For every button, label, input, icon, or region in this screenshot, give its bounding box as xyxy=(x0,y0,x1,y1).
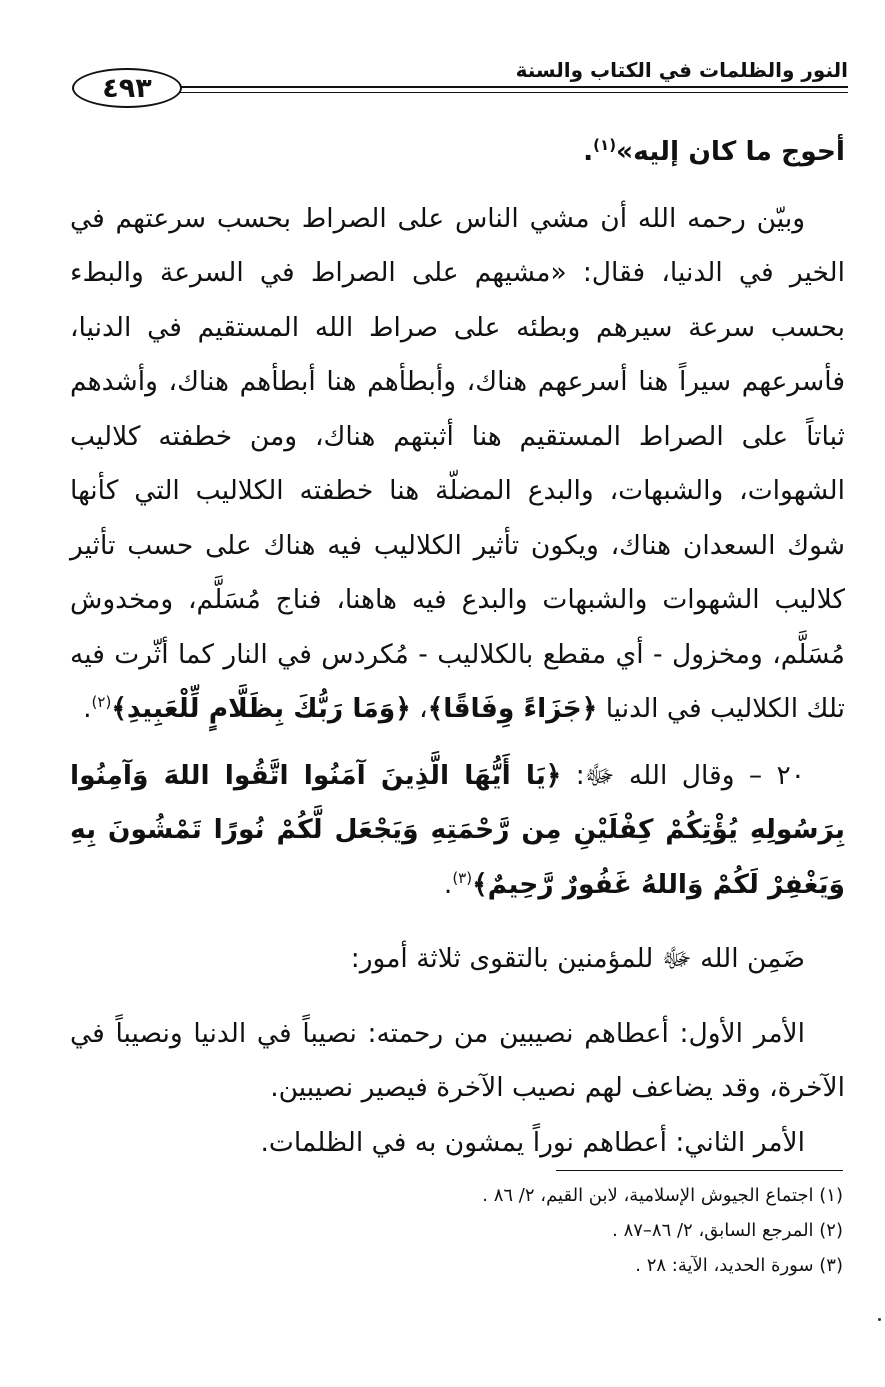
paragraph-sirat xyxy=(70,192,845,737)
footnote-divider xyxy=(556,1170,843,1171)
book-title: النور والظلمات في الكتاب والسنة xyxy=(508,58,848,82)
paragraph-quote-end xyxy=(70,125,845,180)
main-text xyxy=(70,125,845,1170)
verse-intro: ٢٠ – وقال الله ﷻ: xyxy=(561,759,805,791)
footnote-2: (٢) المرجع السابق، ٢/ ٨٦–٨٧ . xyxy=(612,1220,843,1241)
quran-verse: ﴿وَمَا رَبُّكَ بِظَلَّامٍ لِّلْعَبِيدِ﴾ xyxy=(111,693,411,724)
footnotes xyxy=(68,1178,843,1283)
footnote-1: (١) اجتماع الجيوش الإسلامية، لابن القيم، ٢/ ٨٦ . xyxy=(482,1185,843,1206)
footnote-ref-3: (٣) xyxy=(452,868,473,887)
page-header xyxy=(72,58,848,118)
paragraph-tail: . xyxy=(83,693,92,724)
footnote-ref-1: (١) xyxy=(593,136,617,155)
paragraph-text: وبيّن رحمه الله أن مشي الناس على الصراط بحسب سرعتهم في الخير في الدنيا، فقال: «مشيهم على الصراط في السرعة والبطء بحسب سرعة سيرهم وبطئه على صراط الله المستقيم في الدنيا، فأسرعهم سيراً هنا أسرعهم هناك، وأبطأهم هنا أبطأهم هناك، وأشدهم ثباتاً على الصراط المستقيم هنا أثبتهم هناك، ومن خطفته كلاليب الشهوات، والشبهات، والبدع المضلّة هنا خطفته الكلاليب التي كأنها شوك السعدان هناك، ويكون تأثير الكلاليب فيه هناك على حسب تأثير كلاليب الشهوات والشبهات والبدع فيه هاهنا، فناج مُسَلَّم، ومخدوش مُسَلَّم، ومخزول - أي مقطع بالكلاليب - مُكردس في النار كما أثّرت فيه تلك الكلاليب في الدنيا xyxy=(70,202,845,724)
paragraph-verse-20 xyxy=(70,749,845,913)
scan-speck xyxy=(878,1318,881,1321)
paragraph-second-matter: الأمر الثاني: أعطاهم نوراً يمشون به في الظلمات. xyxy=(260,1126,805,1158)
quran-verse: ﴿يَا أَيُّهَا الَّذِينَ آمَنُوا اتَّقُوا اللهَ وَآمِنُوا بِرَسُولِهِ يُؤْتِكُمْ كِفْلَيْنِ مِن رَّحْمَتِهِ وَيَجْعَل لَّكُمْ نُورًا تَمْشُونَ بِهِ وَيَغْفِرْ لَكُمْ وَاللهُ غَفُورٌ رَّحِيمٌ﴾ xyxy=(70,759,845,900)
separator: ، xyxy=(410,693,428,724)
footnote-3: (٣) سورة الحديد، الآية: ٢٨ . xyxy=(635,1255,843,1276)
page-number: ٤٩٣ xyxy=(72,68,182,108)
paragraph-tail: . xyxy=(443,868,453,900)
footnote-ref-2: (٢) xyxy=(91,693,112,712)
header-divider xyxy=(180,86,848,93)
paragraph-tail: . xyxy=(583,136,594,167)
paragraph-three-matters: ضَمِن الله ﷻ للمؤمنين بالتقوى ثلاثة أمور: xyxy=(350,943,805,974)
paragraph-first-matter: الأمر الأول: أعطاهم نصيبين من رحمته: نصيباً في الدنيا ونصيباً في الآخرة، وقد يضاعف لهم نصيب الآخرة فيصير نصيبين. xyxy=(70,1017,845,1103)
paragraph-text: أحوج ما كان إليه» xyxy=(616,136,845,167)
quran-verse: ﴿جَزَاءً وِفَاقًا﴾ xyxy=(427,693,598,724)
